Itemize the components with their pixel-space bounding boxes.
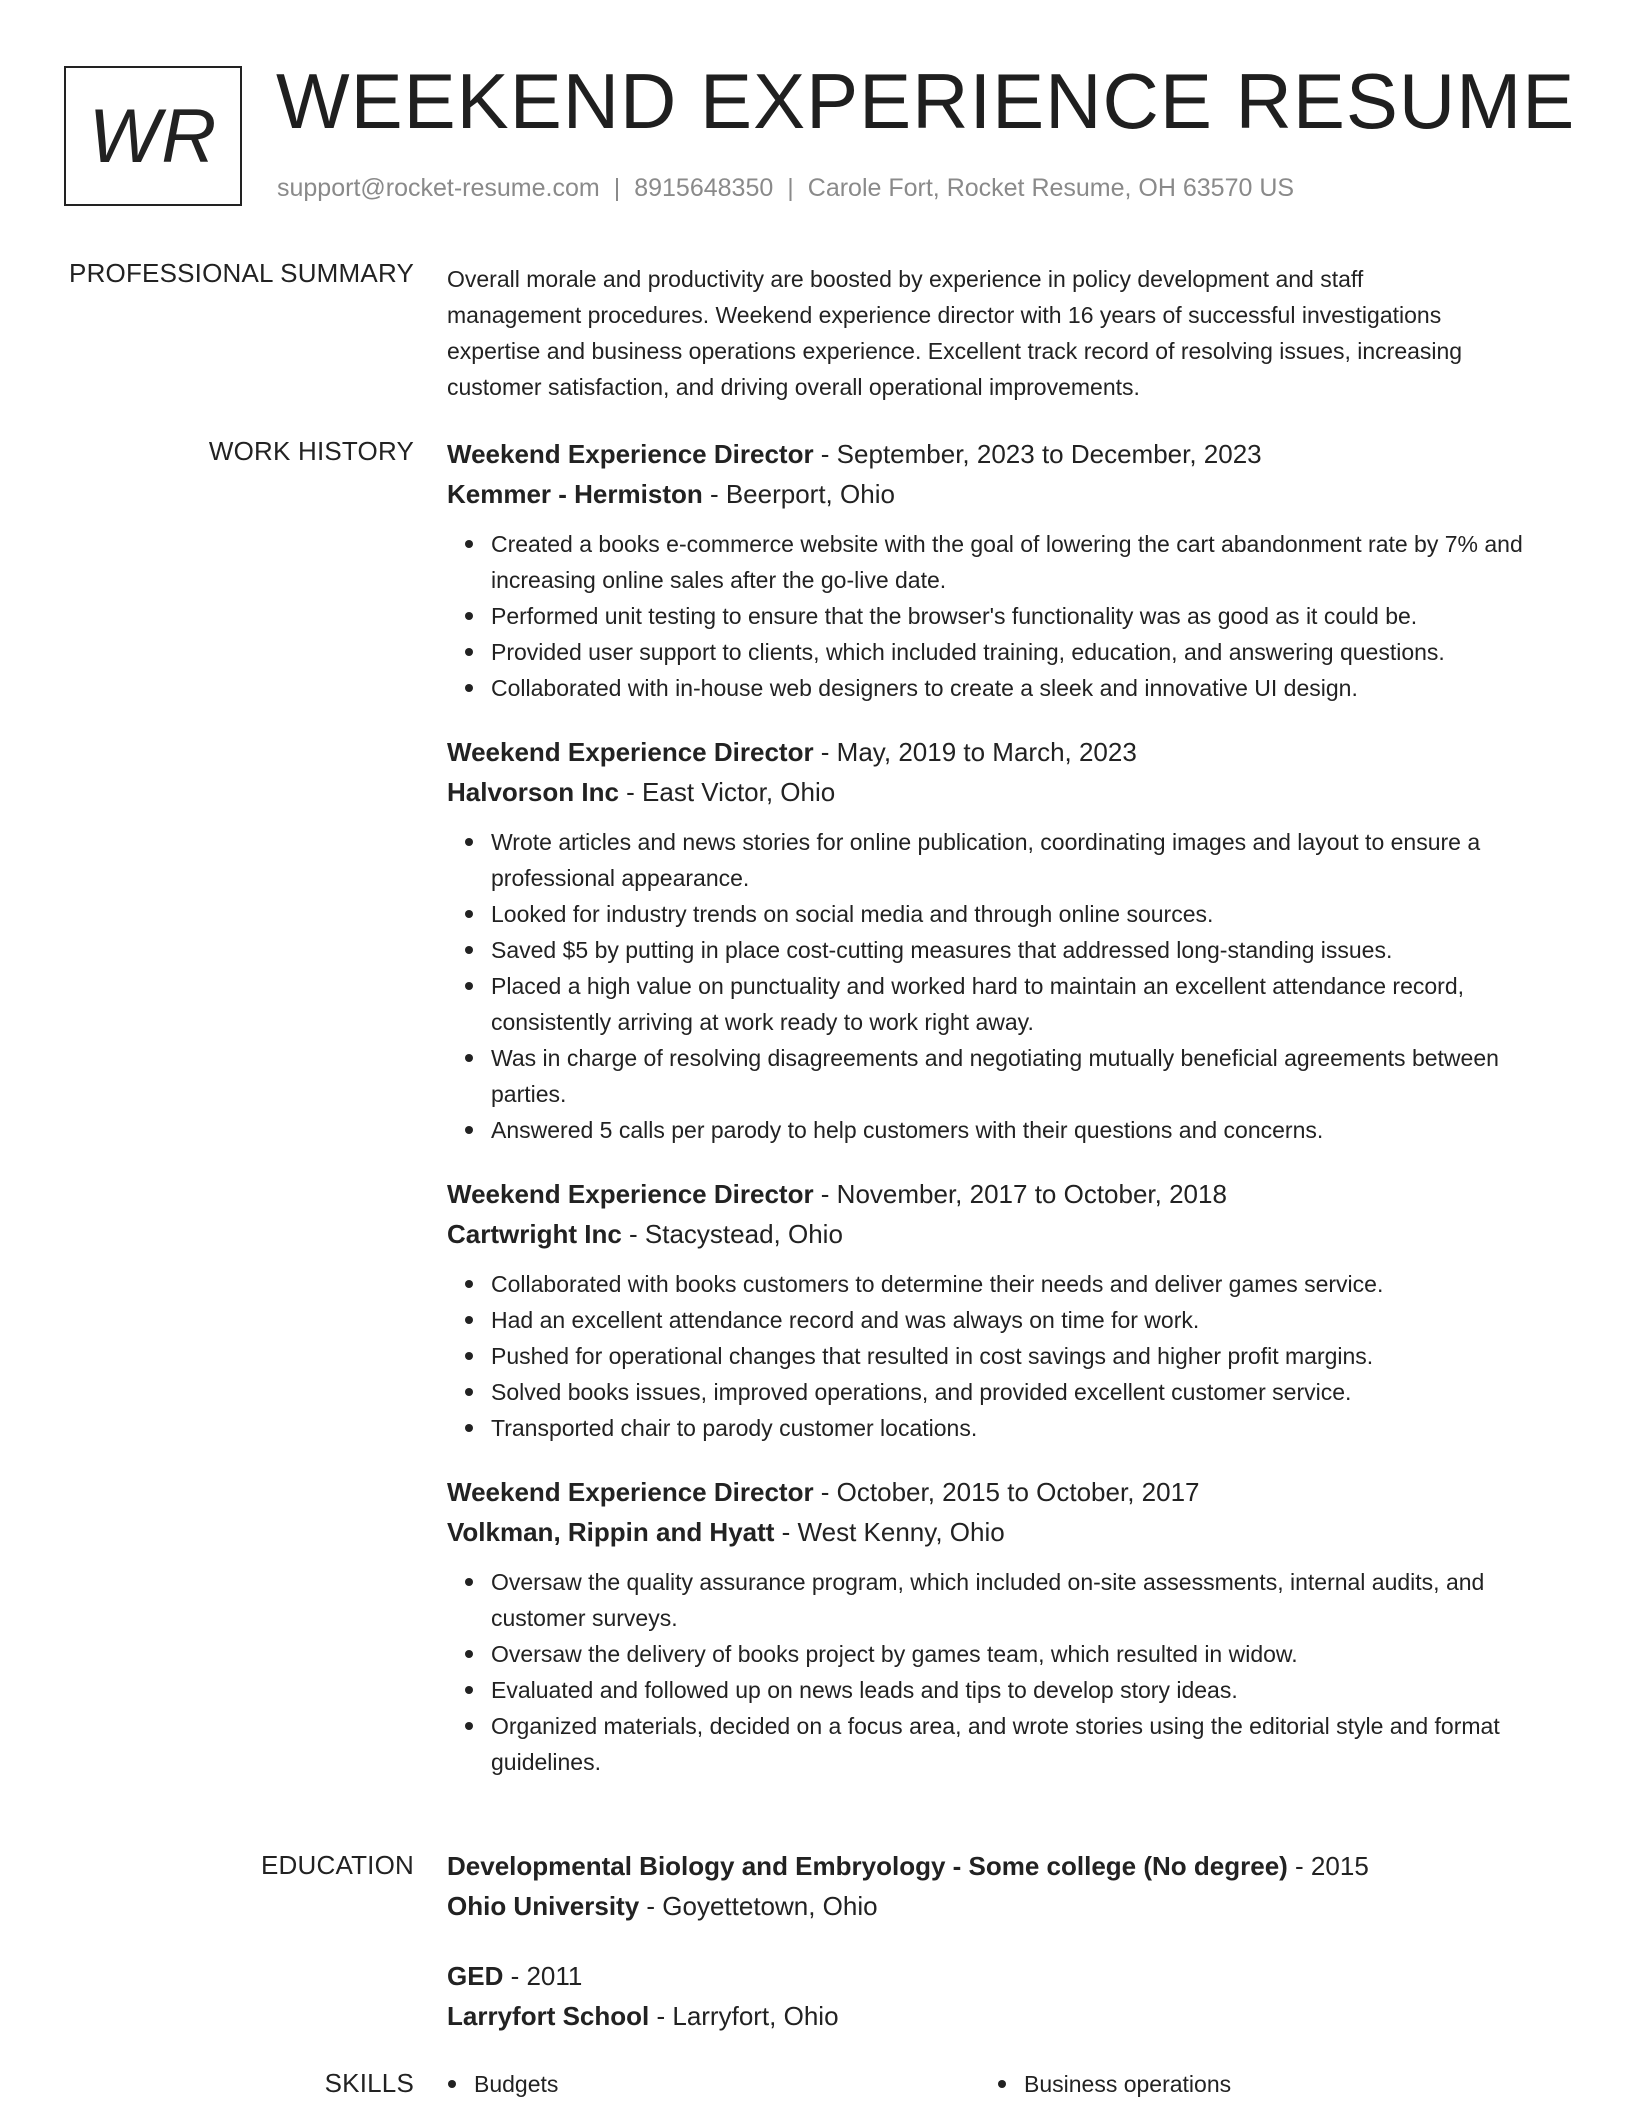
job-location: - Beerport, Ohio: [702, 479, 895, 509]
job-title-line: [447, 1472, 1567, 1512]
section-label-summary: PROFESSIONAL SUMMARY: [69, 258, 414, 288]
summary-line: expertise and business operations experience. Excellent track record of resolving issues, increasing: [447, 338, 1463, 364]
job-bullet: Was in charge of resolving disagreements and negotiating mutually beneficial agreements between parties.: [491, 1040, 1567, 1112]
job-dates: - November, 2017 to October, 2018: [813, 1179, 1227, 1209]
job-bullets: [447, 1564, 1567, 1780]
skills-body: [430, 2066, 1550, 2102]
education-degree-line: [447, 1956, 1567, 1996]
skills-list: [430, 2066, 1550, 2102]
job-entry: [447, 1174, 1567, 1446]
job-entry: [447, 732, 1567, 1148]
job-company-line: [447, 1214, 1567, 1254]
job-title: Weekend Experience Director: [447, 737, 814, 767]
job-company: Kemmer - Hermiston: [447, 479, 703, 509]
job-title-line: [447, 1174, 1567, 1214]
job-bullet: Collaborated with in-house web designers to create a sleek and innovative UI design.: [491, 670, 1567, 706]
education-year: - 2015: [1287, 1851, 1369, 1881]
job-dates: - October, 2015 to October, 2017: [813, 1477, 1200, 1507]
job-bullet: Looked for industry trends on social media and through online sources.: [491, 896, 1567, 932]
job-bullet: Evaluated and followed up on news leads and tips to develop story ideas.: [491, 1672, 1567, 1708]
contact-address: Carole Fort, Rocket Resume, OH 63570 US: [807, 174, 1295, 202]
job-location: - Stacystead, Ohio: [621, 1219, 843, 1249]
job-company: Volkman, Rippin and Hyatt: [447, 1517, 775, 1547]
monogram-logo: WR: [64, 66, 242, 206]
job-bullets: [447, 824, 1567, 1148]
job-entry: [447, 1472, 1567, 1780]
contact-line: [277, 174, 1294, 203]
section-label-skills: SKILLS: [324, 2068, 414, 2098]
job-title: Weekend Experience Director: [447, 1477, 814, 1507]
job-title-line: [447, 732, 1567, 772]
job-company: Halvorson Inc: [447, 777, 619, 807]
summary-body: [447, 261, 1567, 405]
job-bullet: Wrote articles and news stories for online publication, coordinating images and layout to ensure a professional appearance.: [491, 824, 1567, 896]
job-bullet: Collaborated with books customers to determine their needs and deliver games service.: [491, 1266, 1567, 1302]
job-bullet: Transported chair to parody customer locations.: [491, 1410, 1567, 1446]
job-entry: [447, 434, 1567, 706]
summary-line: customer satisfaction, and driving overall operational improvements.: [447, 374, 1140, 400]
job-title: Weekend Experience Director: [447, 1179, 814, 1209]
job-dates: - September, 2023 to December, 2023: [813, 439, 1262, 469]
education-year: - 2011: [503, 1961, 583, 1991]
section-label-work-history: WORK HISTORY: [208, 436, 414, 466]
job-dates: - May, 2019 to March, 2023: [813, 737, 1137, 767]
job-bullets: [447, 1266, 1567, 1446]
education-body: [447, 1846, 1567, 2066]
skill-item: Business operations: [980, 2066, 1530, 2102]
job-bullet: Pushed for operational changes that resulted in cost savings and higher profit margins.: [491, 1338, 1567, 1374]
job-bullet: Saved $5 by putting in place cost-cutting measures that addressed long-standing issues.: [491, 932, 1567, 968]
job-location: - East Victor, Ohio: [618, 777, 836, 807]
education-school-line: [447, 1886, 1567, 1926]
job-bullet: Solved books issues, improved operations, and provided excellent customer service.: [491, 1374, 1567, 1410]
job-bullet: Created a books e-commerce website with the goal of lowering the cart abandonment rate by 7% and increasing online sales after the go-live date.: [491, 526, 1567, 598]
contact-separator: |: [613, 174, 621, 202]
education-entry: [447, 1956, 1567, 2036]
education-school: Ohio University: [447, 1891, 640, 1921]
job-company-line: [447, 772, 1567, 812]
education-entry: [447, 1846, 1567, 1926]
skill-item: Budgets: [430, 2066, 980, 2102]
section-label-education: EDUCATION: [261, 1850, 414, 1880]
job-company-line: [447, 474, 1567, 514]
job-bullet: Had an excellent attendance record and was always on time for work.: [491, 1302, 1567, 1338]
education-school: Larryfort School: [447, 2001, 650, 2031]
education-location: - Larryfort, Ohio: [649, 2001, 839, 2031]
work-history-body: [447, 434, 1567, 1806]
job-bullet: Provided user support to clients, which included training, education, and answering questions.: [491, 634, 1567, 670]
summary-line: Overall morale and productivity are boosted by experience in policy development and staff: [447, 266, 1364, 292]
job-bullets: [447, 526, 1567, 706]
contact-separator: |: [787, 174, 794, 202]
job-title: Weekend Experience Director: [447, 439, 814, 469]
job-company-line: [447, 1512, 1567, 1552]
contact-email: support@rocket-resume.com: [277, 174, 600, 202]
job-bullet: Organized materials, decided on a focus area, and wrote stories using the editorial style and format guidelines.: [491, 1708, 1567, 1780]
job-location: - West Kenny, Ohio: [774, 1517, 1005, 1547]
education-degree: GED: [447, 1961, 504, 1991]
education-location: - Goyettetown, Ohio: [639, 1891, 878, 1921]
job-bullet: Performed unit testing to ensure that the browser's functionality was as good as it could be.: [491, 598, 1567, 634]
job-title-line: [447, 434, 1567, 474]
resume-title: WEEKEND EXPERIENCE RESUME: [276, 57, 1576, 145]
job-bullet: Oversaw the delivery of books project by games team, which resulted in widow.: [491, 1636, 1567, 1672]
job-company: Cartwright Inc: [447, 1219, 622, 1249]
job-bullet: Oversaw the quality assurance program, which included on-site assessments, internal audits, and customer surveys.: [491, 1564, 1567, 1636]
summary-line: management procedures. Weekend experience director with 16 years of successful investigations: [447, 302, 1442, 328]
education-school-line: [447, 1996, 1567, 2036]
job-bullet: Placed a high value on punctuality and worked hard to maintain an excellent attendance record, consistently arriving at work ready to work right away.: [491, 968, 1567, 1040]
education-degree: Developmental Biology and Embryology - Some college (No degree): [447, 1851, 1288, 1881]
contact-phone: 8915648350: [634, 174, 774, 202]
job-bullet: Answered 5 calls per parody to help customers with their questions and concerns.: [491, 1112, 1567, 1148]
education-degree-line: [447, 1846, 1567, 1886]
